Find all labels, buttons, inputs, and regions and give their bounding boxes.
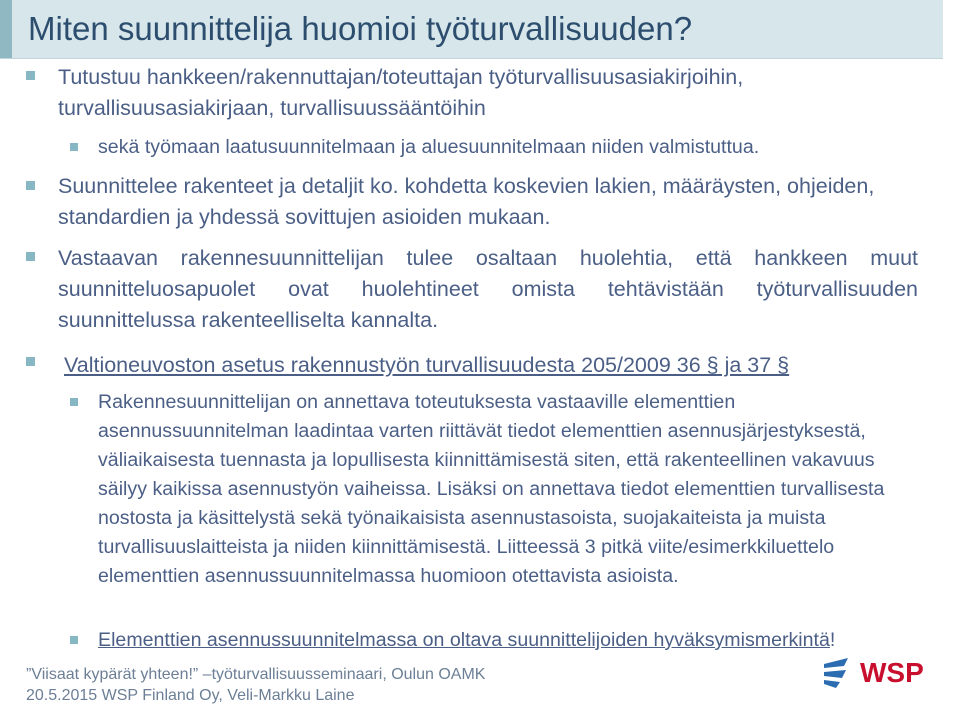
sub-bullet-marker [70, 143, 78, 151]
wsp-logo [820, 654, 936, 688]
title-bar [0, 0, 943, 59]
bullet-text-tutustuu: Tutustuu hankkeen/rakennuttajan/toteuttajan työturvallisuusasiakirjoihin, turvallisuusasiakirjaan, turvallisuussääntöihin [58, 65, 744, 120]
wsp-logo-text: WSP [860, 657, 924, 688]
bullet-marker [26, 252, 35, 261]
footer-seminar-text: ”Viisaat kypärät yhteen!” –työturvallisuusseminaari, Oulun OAMK [26, 666, 486, 683]
bullet-text-vastaavan: Vastaavan rakennesuunnittelijan tulee osaltaan huolehtia, että hankkeen muut suunnitteluosapuolet ovat huolehtineet omista tehtävistään työturvallisuuden suunnittelussa rakenteelliselta kannalta. [58, 246, 918, 332]
sub-bullet-text-tyomaa: sekä työmaan laatusuunnitelmaan ja aluesuunnitelmaan niiden valmistuttua. [98, 136, 760, 158]
exclamation-mark: ! [829, 629, 836, 651]
bullet-text-suunnittelee: Suunnittelee rakenteet ja detaljit ko. kohdetta koskevien lakien, määräysten, ohjeiden, standardien ja yhdessä sovittujen asioiden mukaan. [58, 174, 875, 229]
bullet-marker [26, 71, 35, 80]
link-hyvaksymismerkinta[interactable]: Elementtien asennussuunnitelmassa on oltava suunnittelijoiden hyväksymismerkintä [98, 629, 830, 651]
sub-bullet-elementtien [98, 626, 938, 655]
link-valtioneuvoston-asetus[interactable]: Valtioneuvoston asetus rakennustyön turvallisuudesta 205/2009 36 § ja 37 § [64, 353, 790, 377]
sub-bullet-marker [70, 398, 78, 406]
slide-title: Miten suunnittelija huomioi työturvallisuuden? [28, 10, 693, 47]
sub-bullet-marker [70, 636, 78, 644]
title-edge [943, 0, 959, 58]
title-accent-bar [0, 0, 12, 58]
bullet-marker [26, 357, 35, 366]
sub-bullet-text-rakennesuunnittelijan: Rakennesuunnittelijan on annettava toteutuksesta vastaaville elementtien asennussuunnitelman laadintaa varten riittävät tiedot elementtien asennusjärjestyksestä, väliaikaisesta tuennasta ja lopullisesta kiinnittämisestä siten, että rakenteellinen vakavuus säilyy kaikissa asennustyön vaiheissa. Lisäksi on annettava tiedot elementtien turvallisesta nostosta ja käsittelystä sekä työnaikaisista asennustasoista, suojakaiteista ja muista turvallisuuslaitteista ja niiden kiinnittämisestä. Liitteessä 3 pitkä viite/esimerkkiluettelo elementtien asennussuunnitelmassa huomioon otettavista asioista. [98, 391, 885, 587]
footer-date-author: 20.5.2015 WSP Finland Oy, Veli-Markku Laine [26, 687, 355, 704]
wsp-logo-mark [824, 658, 854, 688]
bullet-marker [26, 181, 35, 190]
